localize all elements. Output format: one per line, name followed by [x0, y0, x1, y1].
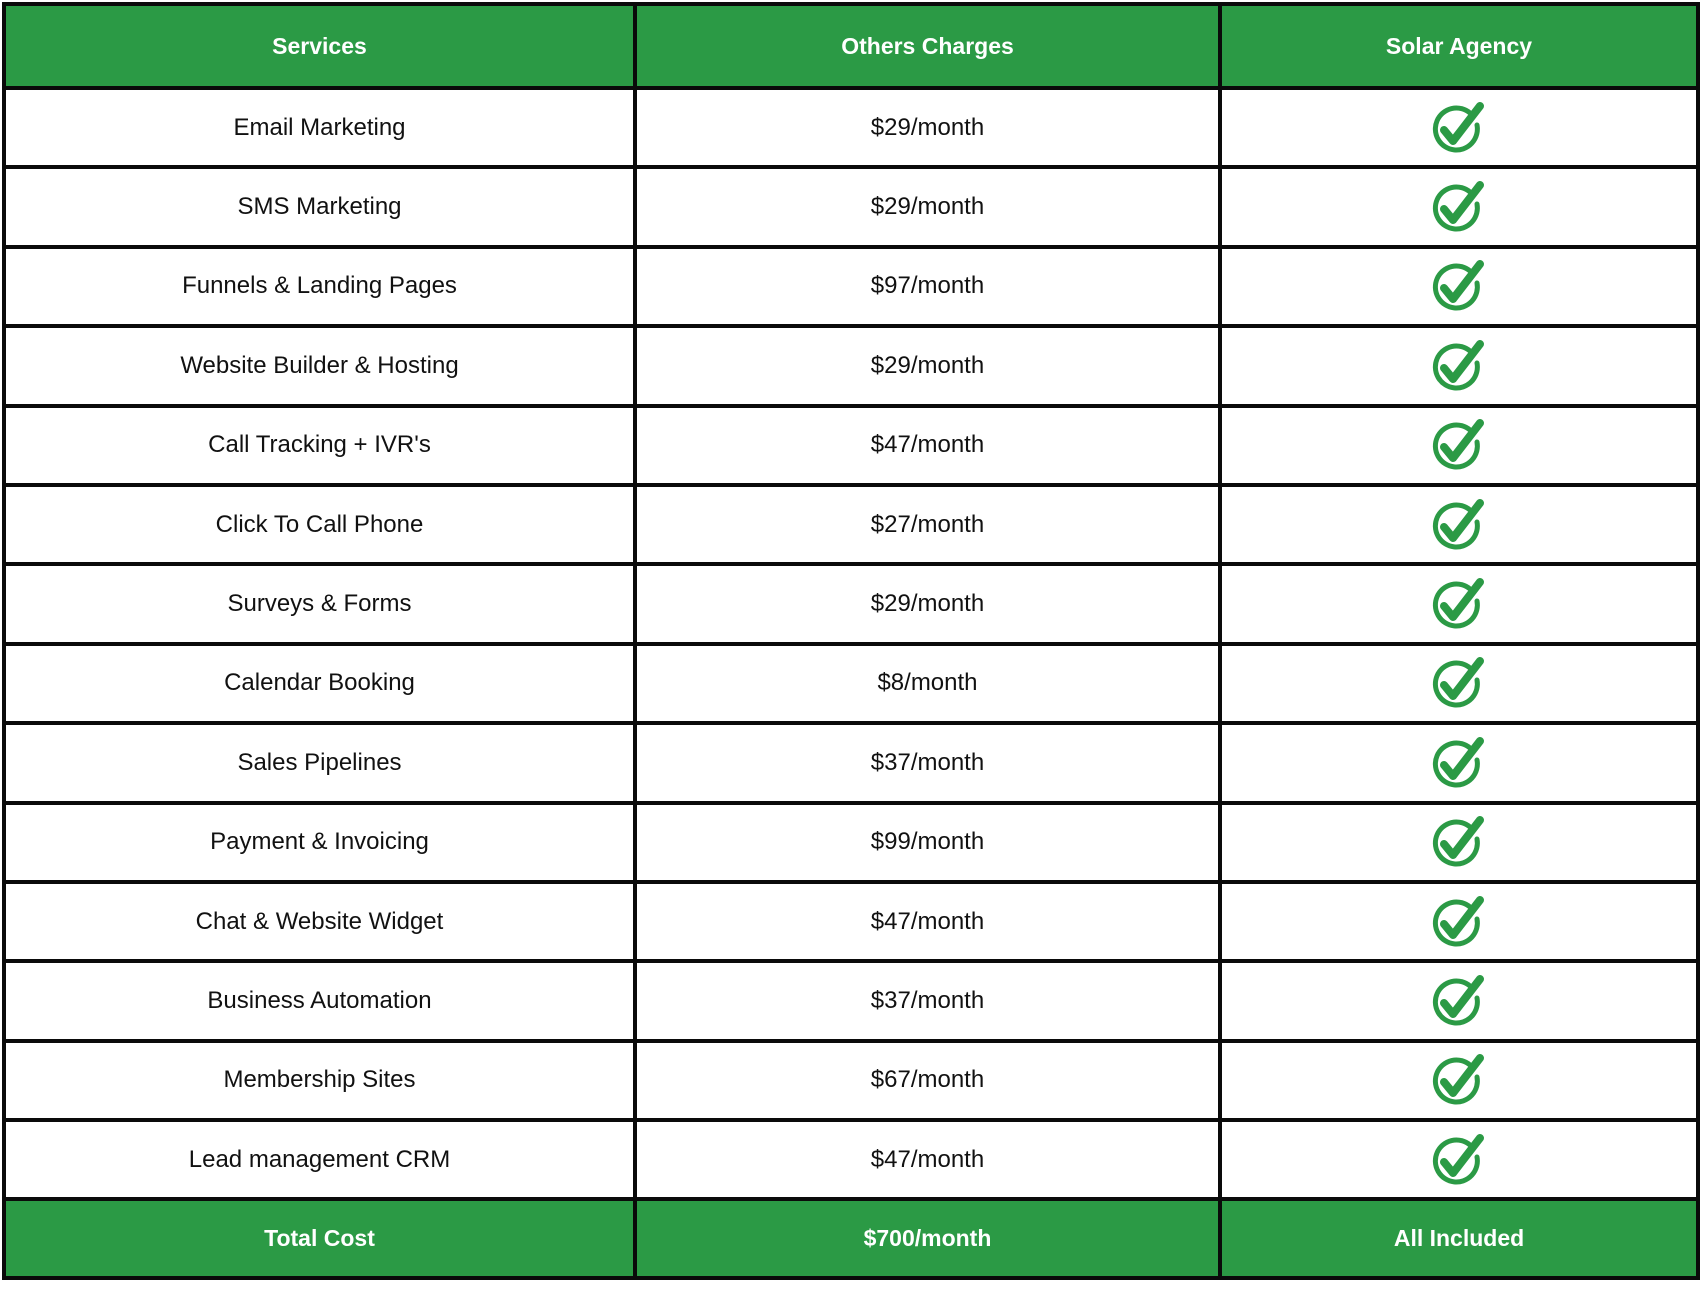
service-name-cell: Website Builder & Hosting [4, 326, 635, 405]
table-row [4, 326, 1698, 405]
others-charge-cell: $29/month [635, 88, 1220, 167]
others-charge-cell: $29/month [635, 326, 1220, 405]
solar-agency-cell [1220, 961, 1698, 1040]
service-name-cell: SMS Marketing [4, 167, 635, 246]
solar-agency-cell [1220, 644, 1698, 723]
column-header-services: Services [4, 4, 635, 88]
others-charge-cell: $67/month [635, 1041, 1220, 1120]
service-name-cell: Surveys & Forms [4, 564, 635, 643]
check-circle-icon [1430, 656, 1488, 710]
check-circle-icon [1430, 101, 1488, 155]
others-charge-cell: $37/month [635, 723, 1220, 802]
column-header-others-charges: Others Charges [635, 4, 1220, 88]
table-row [4, 1120, 1698, 1199]
others-charge-cell: $47/month [635, 882, 1220, 961]
table-row [4, 247, 1698, 326]
column-header-solar-agency: Solar Agency [1220, 4, 1698, 88]
others-charge-cell: $47/month [635, 1120, 1220, 1199]
others-charge-cell: $99/month [635, 803, 1220, 882]
service-name-cell: Lead management CRM [4, 1120, 635, 1199]
solar-agency-cell [1220, 723, 1698, 802]
service-name-cell: Calendar Booking [4, 644, 635, 723]
others-charge-cell: $47/month [635, 406, 1220, 485]
service-name-cell: Chat & Website Widget [4, 882, 635, 961]
solar-agency-cell [1220, 803, 1698, 882]
solar-agency-cell [1220, 882, 1698, 961]
solar-agency-cell [1220, 247, 1698, 326]
others-charge-cell: $29/month [635, 564, 1220, 643]
service-name-cell: Click To Call Phone [4, 485, 635, 564]
all-included-label: All Included [1220, 1199, 1698, 1278]
total-cost: $700/month [635, 1199, 1220, 1278]
solar-agency-cell [1220, 406, 1698, 485]
check-circle-icon [1430, 974, 1488, 1028]
table-body [4, 88, 1698, 1199]
check-circle-icon [1430, 498, 1488, 552]
service-name-cell: Payment & Invoicing [4, 803, 635, 882]
others-charge-cell: $97/month [635, 247, 1220, 326]
solar-agency-cell [1220, 88, 1698, 167]
table-row [4, 882, 1698, 961]
total-label: Total Cost [4, 1199, 635, 1278]
service-name-cell: Sales Pipelines [4, 723, 635, 802]
solar-agency-cell [1220, 1120, 1698, 1199]
service-name-cell: Call Tracking + IVR's [4, 406, 635, 485]
header-row [4, 4, 1698, 88]
others-charge-cell: $8/month [635, 644, 1220, 723]
service-name-cell: Funnels & Landing Pages [4, 247, 635, 326]
solar-agency-cell [1220, 1041, 1698, 1120]
table-row [4, 723, 1698, 802]
table-row [4, 406, 1698, 485]
table-row [4, 803, 1698, 882]
check-circle-icon [1430, 1133, 1488, 1187]
solar-agency-cell [1220, 564, 1698, 643]
table-row [4, 961, 1698, 1040]
table-row [4, 1041, 1698, 1120]
solar-agency-cell [1220, 326, 1698, 405]
solar-agency-cell [1220, 167, 1698, 246]
check-circle-icon [1430, 180, 1488, 234]
service-name-cell: Membership Sites [4, 1041, 635, 1120]
check-circle-icon [1430, 418, 1488, 472]
total-row [4, 1199, 1698, 1278]
check-circle-icon [1430, 339, 1488, 393]
service-name-cell: Email Marketing [4, 88, 635, 167]
check-circle-icon [1430, 895, 1488, 949]
check-circle-icon [1430, 815, 1488, 869]
others-charge-cell: $37/month [635, 961, 1220, 1040]
solar-agency-cell [1220, 485, 1698, 564]
check-circle-icon [1430, 577, 1488, 631]
table-row [4, 167, 1698, 246]
table-row [4, 564, 1698, 643]
others-charge-cell: $27/month [635, 485, 1220, 564]
table-row [4, 88, 1698, 167]
check-circle-icon [1430, 1053, 1488, 1107]
service-name-cell: Business Automation [4, 961, 635, 1040]
others-charge-cell: $29/month [635, 167, 1220, 246]
check-circle-icon [1430, 259, 1488, 313]
pricing-comparison-table [2, 2, 1700, 1280]
table-row [4, 644, 1698, 723]
table-row [4, 485, 1698, 564]
check-circle-icon [1430, 736, 1488, 790]
